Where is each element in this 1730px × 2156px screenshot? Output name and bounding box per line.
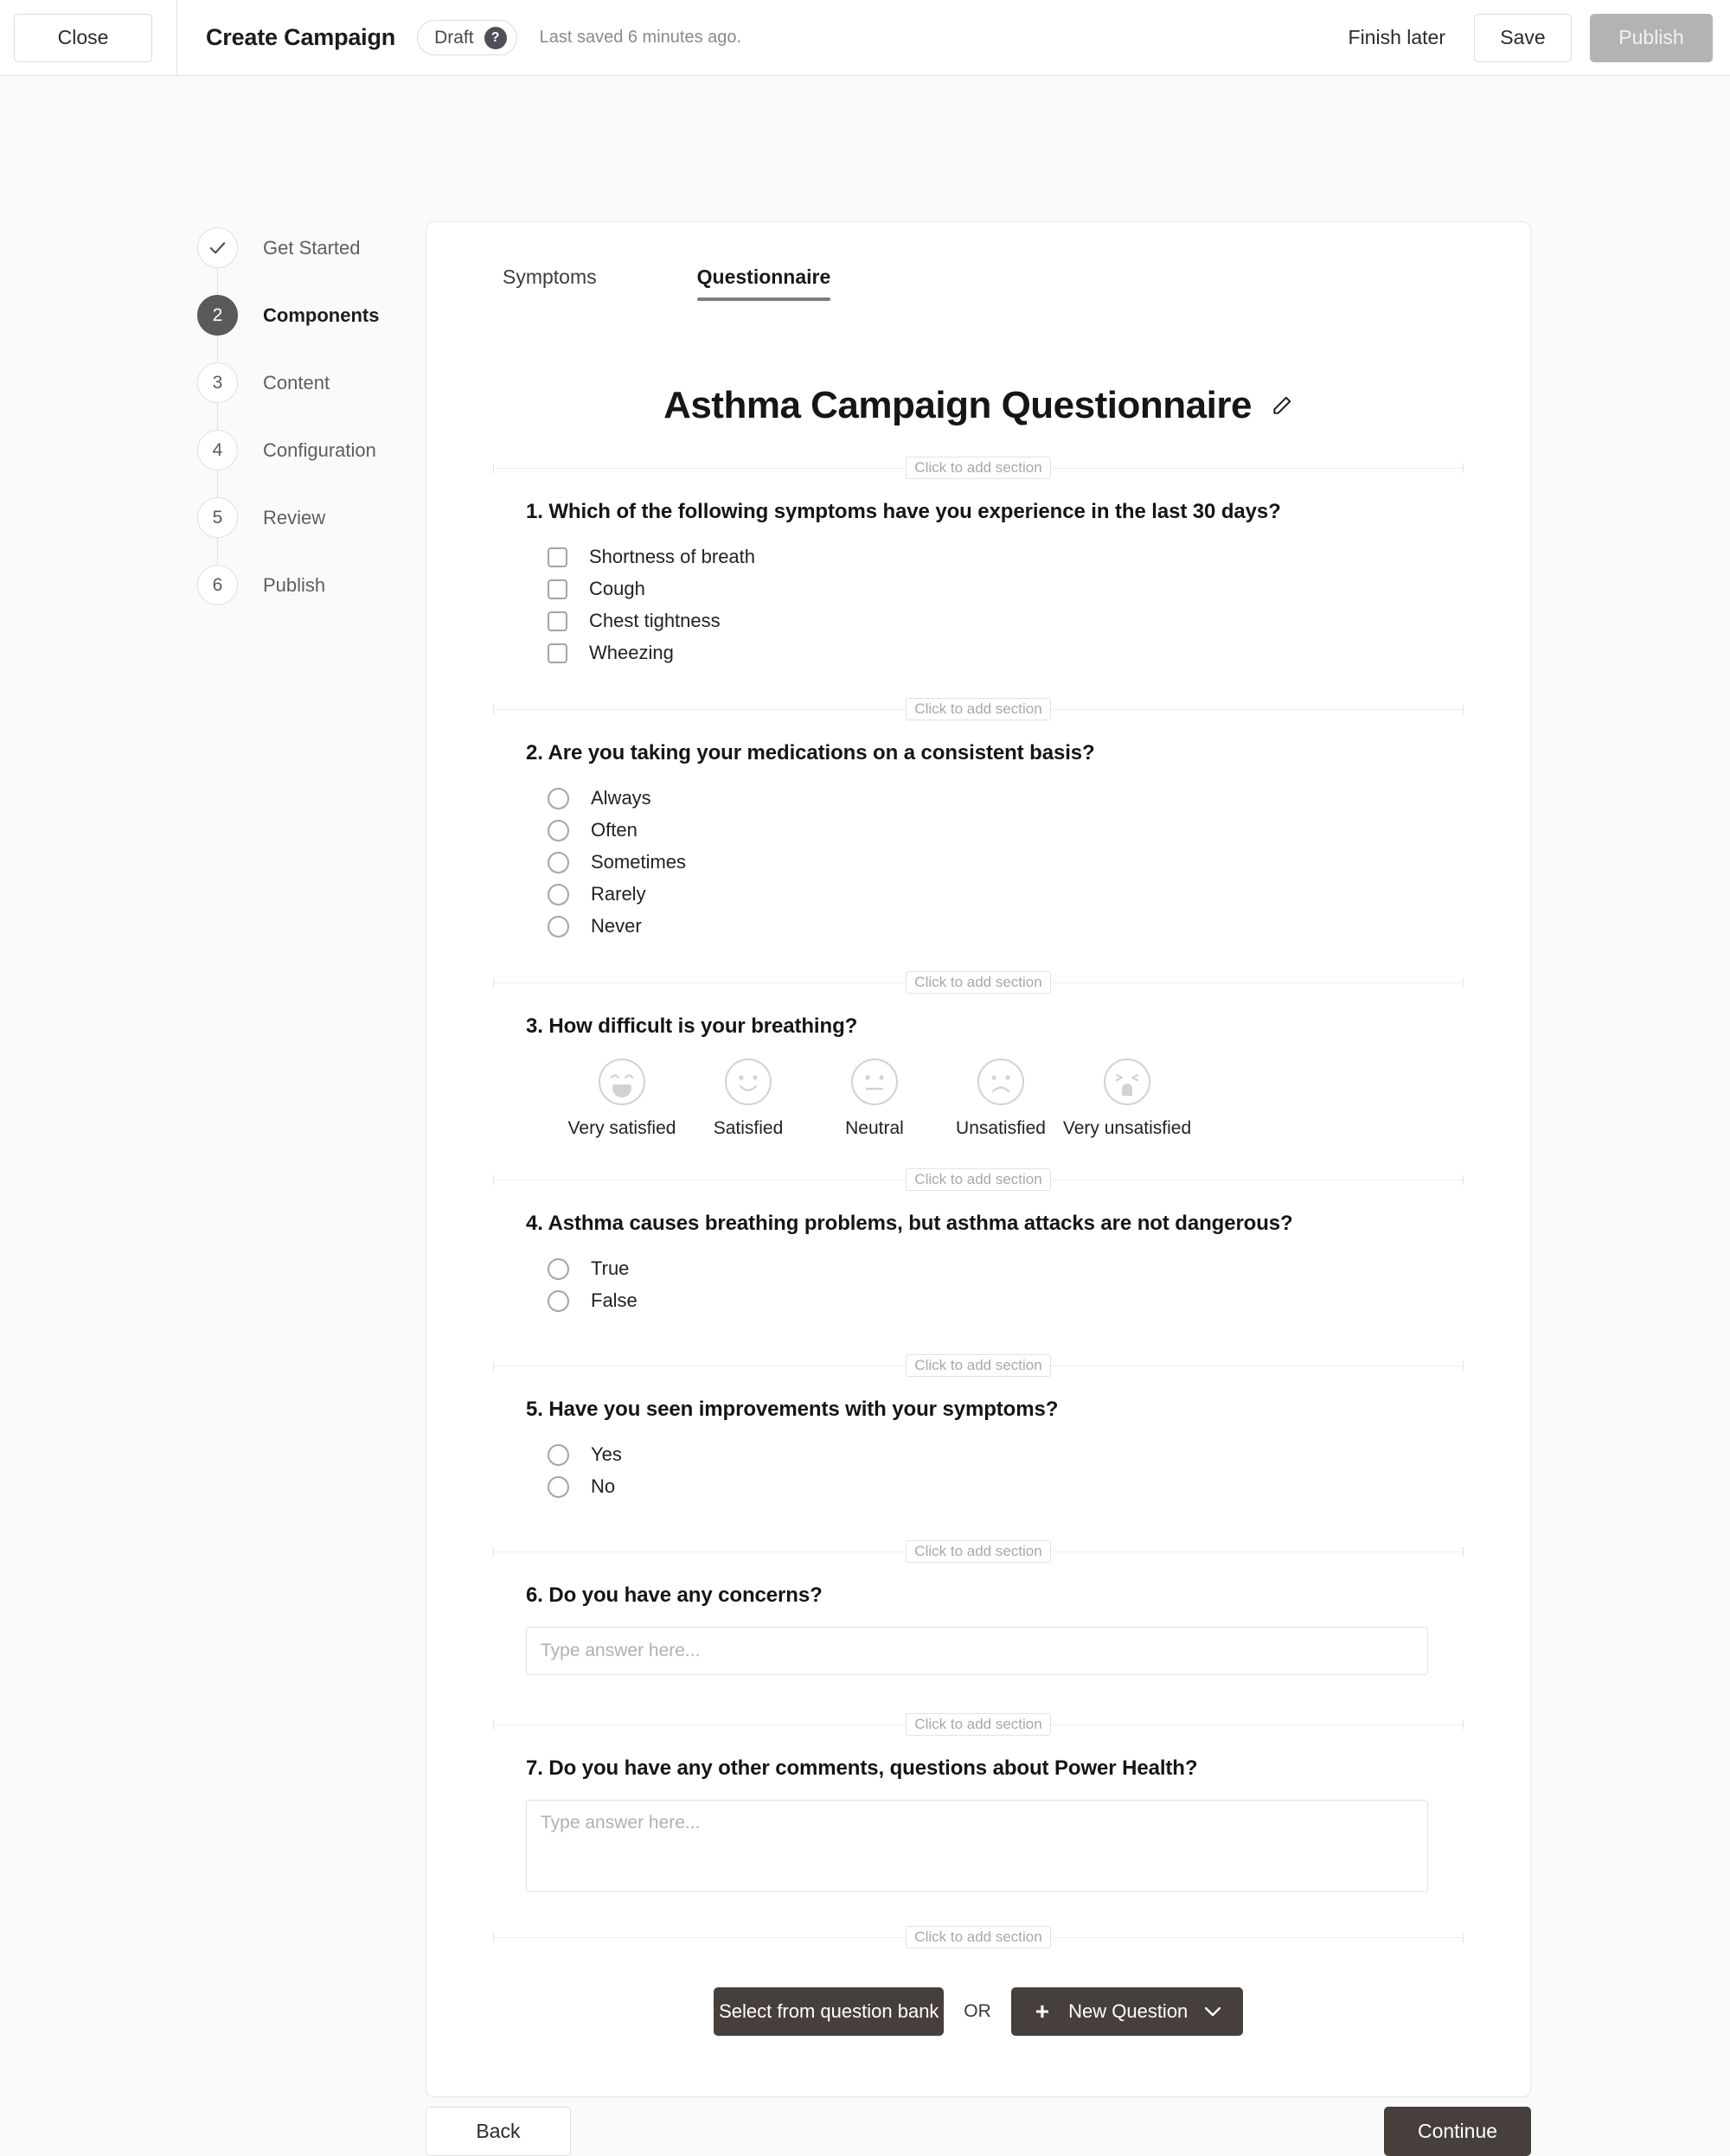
smiley-label: Neutral (845, 1118, 904, 1138)
divider-cap-left (493, 1933, 494, 1942)
add-section-label: Click to add section (906, 1713, 1050, 1736)
smiley-option-satisfied[interactable] (685, 1058, 811, 1139)
add-section-divider[interactable] (493, 1356, 1464, 1375)
checkbox-icon[interactable] (548, 547, 567, 567)
divider-cap-left (493, 978, 494, 988)
radio-icon[interactable] (548, 820, 569, 841)
last-saved-text: Last saved 6 minutes ago. (539, 28, 742, 47)
option-row[interactable] (548, 911, 1431, 942)
radio-icon[interactable] (548, 788, 569, 809)
checkbox-icon[interactable] (548, 643, 567, 663)
toolbar-divider (176, 0, 177, 76)
sidebar-item-label: Configuration (263, 438, 376, 461)
option-row[interactable] (548, 783, 1431, 814)
sidebar-item-publish[interactable] (197, 565, 422, 605)
plus-icon: + (1035, 1998, 1050, 2025)
sidebar-item-get-started[interactable] (197, 227, 422, 268)
finish-later-button[interactable]: Finish later (1348, 26, 1445, 48)
option-label: Sometimes (591, 851, 687, 873)
option-label: Cough (589, 578, 645, 599)
add-section-divider[interactable] (493, 1928, 1464, 1947)
chevron-down-icon[interactable] (1205, 2007, 1221, 2017)
option-label: Always (591, 787, 651, 809)
step-connector (217, 538, 218, 565)
add-section-label: Click to add section (906, 457, 1050, 479)
question-title: 7. Do you have any other comments, questions about Power Health? (526, 1756, 1198, 1780)
sidebar-item-label: Get Started (263, 236, 361, 259)
smiley-label: Unsatisfied (956, 1118, 1046, 1138)
option-row[interactable] (548, 847, 1431, 878)
option-row[interactable] (548, 573, 1431, 605)
divider-cap-left (493, 464, 494, 473)
divider-cap-right (1463, 978, 1464, 988)
add-section-label: Click to add section (906, 1168, 1050, 1191)
answer-input-concerns[interactable] (526, 1627, 1428, 1675)
option-row[interactable] (548, 1439, 1431, 1470)
step-circle-5: 5 (197, 497, 238, 538)
checkbox-icon[interactable] (548, 579, 567, 599)
add-section-divider[interactable] (493, 973, 1464, 992)
sidebar-item-label: Publish (263, 573, 326, 596)
step-connector (217, 470, 218, 497)
sidebar-item-content[interactable] (197, 362, 422, 403)
question-options (526, 1439, 1431, 1502)
radio-icon[interactable] (548, 884, 569, 905)
option-label: Shortness of breath (589, 546, 756, 567)
help-icon[interactable]: ? (484, 27, 507, 49)
question-options (526, 1253, 1431, 1316)
step-connector (217, 268, 218, 295)
divider-cap-left (493, 1175, 494, 1185)
smiley-label: Satisfied (713, 1118, 784, 1138)
question-title: 3. How difficult is your breathing? (526, 1014, 858, 1038)
step-connector (217, 403, 218, 430)
option-label: Chest tightness (589, 610, 721, 631)
smiley-scale (526, 1058, 1431, 1139)
check-icon (208, 238, 227, 258)
face-unsatisfied-icon (977, 1058, 1025, 1106)
close-button[interactable]: Close (14, 14, 152, 62)
status-badge[interactable] (417, 20, 517, 55)
smiley-label: Very unsatisfied (1062, 1118, 1192, 1138)
divider-cap-right (1463, 464, 1464, 473)
radio-icon[interactable] (548, 1258, 569, 1280)
option-row[interactable] (548, 815, 1431, 846)
divider-cap-left (493, 1720, 494, 1730)
divider-cap-right (1463, 1361, 1464, 1371)
step-circle-6: 6 (197, 565, 238, 605)
tab-symptoms[interactable]: Symptoms (503, 266, 597, 288)
option-row[interactable] (548, 1253, 1431, 1284)
status-badge-label: Draft (434, 27, 474, 48)
new-question-label: New Question (1068, 2000, 1189, 2022)
sidebar-item-configuration[interactable] (197, 430, 422, 470)
smiley-option-unsatisfied[interactable] (938, 1058, 1064, 1139)
question-4 (426, 1212, 1530, 1316)
question-title: 4. Asthma causes breathing problems, but asthma attacks are not dangerous? (526, 1212, 1293, 1235)
step-circle-3: 3 (197, 362, 238, 403)
add-question-controls (426, 1987, 1530, 2096)
step-connector (217, 336, 218, 362)
pencil-icon[interactable] (1271, 394, 1293, 417)
face-very-satisfied-icon (598, 1058, 646, 1106)
add-section-divider[interactable] (493, 1170, 1464, 1189)
add-section-label: Click to add section (906, 1926, 1050, 1948)
divider-cap-right (1463, 1547, 1464, 1557)
form-title: Asthma Campaign Questionnaire (663, 384, 1252, 426)
face-very-unsatisfied-icon (1103, 1058, 1151, 1106)
option-label: Rarely (591, 883, 646, 905)
smiley-option-very-unsatisfied[interactable] (1064, 1058, 1190, 1139)
question-title: 6. Do you have any concerns? (526, 1583, 823, 1607)
divider-cap-right (1463, 1720, 1464, 1730)
top-bar-actions (1349, 14, 1730, 62)
questionnaire-card (426, 221, 1531, 2097)
question-7 (426, 1756, 1530, 1897)
add-section-label: Click to add section (906, 1354, 1050, 1377)
radio-icon[interactable] (548, 1444, 569, 1466)
question-options (526, 541, 1431, 669)
add-section-divider[interactable] (493, 1715, 1464, 1734)
option-label: Wheezing (589, 642, 674, 663)
divider-cap-right (1463, 1175, 1464, 1185)
divider-cap-right (1463, 705, 1464, 714)
option-row[interactable] (548, 1285, 1431, 1316)
sidebar-item-label: Components (263, 304, 380, 326)
page-title: Create Campaign (206, 24, 396, 50)
question-title: 1. Which of the following symptoms have you experience in the last 30 days? (526, 500, 1281, 523)
sidebar-item-label: Review (263, 506, 326, 528)
option-label: Yes (591, 1443, 622, 1465)
step-circle-2: 2 (197, 295, 238, 336)
divider-cap-left (493, 1361, 494, 1371)
question-1 (426, 500, 1530, 669)
footer-navigation (426, 2107, 1531, 2156)
option-label: No (591, 1475, 616, 1497)
radio-icon[interactable] (548, 916, 569, 937)
question-title: 5. Have you seen improvements with your symptoms? (526, 1398, 1059, 1421)
add-section-label: Click to add section (906, 971, 1050, 994)
option-row[interactable] (548, 879, 1431, 910)
option-row[interactable] (548, 605, 1431, 637)
tab-questionnaire[interactable]: Questionnaire (697, 266, 831, 301)
form-title-row (426, 384, 1530, 427)
question-3 (426, 1014, 1530, 1139)
wizard-stepper (197, 227, 422, 605)
step-circle-1 (197, 227, 238, 268)
radio-icon[interactable] (548, 1476, 569, 1498)
question-5 (426, 1398, 1530, 1502)
step-circle-4: 4 (197, 430, 238, 470)
add-section-label: Click to add section (906, 1540, 1050, 1563)
option-label: False (591, 1289, 638, 1311)
option-row[interactable] (548, 1471, 1431, 1502)
checkbox-icon[interactable] (548, 611, 567, 631)
question-options (526, 783, 1431, 942)
add-section-divider[interactable] (493, 1542, 1464, 1561)
option-label: Often (591, 819, 638, 841)
sidebar-item-label: Content (263, 371, 330, 393)
option-row[interactable] (548, 637, 1431, 669)
continue-button[interactable]: Continue (1384, 2107, 1531, 2156)
option-label: Never (591, 915, 642, 937)
save-button[interactable]: Save (1474, 14, 1572, 62)
top-bar (0, 0, 1730, 76)
face-satisfied-icon (724, 1058, 772, 1106)
option-row[interactable] (548, 541, 1431, 573)
smiley-option-very-satisfied[interactable] (559, 1058, 685, 1139)
back-button[interactable]: Back (426, 2107, 571, 2156)
question-6 (426, 1583, 1530, 1675)
sidebar-item-components[interactable] (197, 295, 422, 336)
answer-textarea-comments[interactable] (526, 1800, 1428, 1892)
radio-icon[interactable] (548, 1290, 569, 1312)
add-section-divider[interactable] (493, 458, 1464, 477)
question-title: 2. Are you taking your medications on a consistent basis? (526, 741, 1095, 765)
add-section-label: Click to add section (906, 698, 1050, 720)
radio-icon[interactable] (548, 852, 569, 873)
option-label: True (591, 1257, 630, 1279)
select-from-question-bank-button[interactable]: Select from question bank (714, 1987, 944, 2036)
sidebar-item-review[interactable] (197, 497, 422, 538)
smiley-option-neutral[interactable] (811, 1058, 938, 1139)
divider-cap-left (493, 705, 494, 714)
new-question-button[interactable] (1011, 1987, 1243, 2036)
publish-button[interactable]: Publish (1590, 14, 1713, 62)
question-2 (426, 741, 1530, 942)
add-section-divider[interactable] (493, 700, 1464, 719)
or-separator-label: OR (964, 2001, 991, 2021)
card-tabs (426, 222, 1530, 301)
divider-cap-right (1463, 1933, 1464, 1942)
smiley-label: Very satisfied (567, 1118, 676, 1138)
divider-cap-left (493, 1547, 494, 1557)
face-neutral-icon (850, 1058, 899, 1106)
